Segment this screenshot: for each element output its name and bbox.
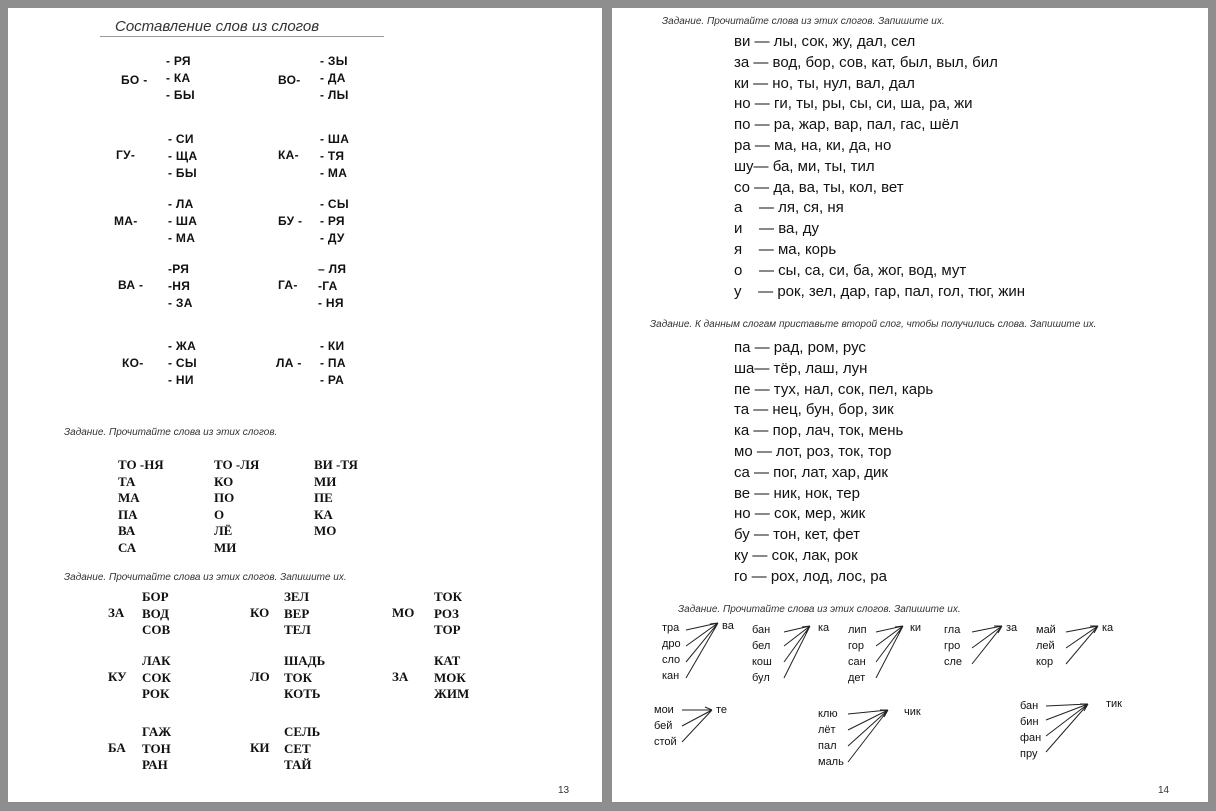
syllable: пал (818, 740, 837, 752)
syllable: -НЯ (168, 279, 191, 293)
group-head: ЗА (392, 669, 409, 684)
syllable: клю (818, 708, 838, 720)
block-base: ВО- (278, 73, 301, 87)
group-syllables (434, 653, 469, 703)
syllable: сле (944, 656, 963, 668)
fan-right-syllable: ки (910, 622, 921, 634)
syllable: СОК (142, 669, 171, 685)
title-underline (100, 36, 384, 37)
syllable: стой (654, 736, 677, 748)
syllable: МИ (314, 473, 337, 489)
syllable: СЕТ (284, 740, 311, 756)
fan-right-syllable: ка (1102, 622, 1114, 634)
syllable: - ША (168, 214, 198, 228)
list-item: ка — пор, лач, ток, мень (734, 422, 904, 440)
syllable: сло (662, 654, 681, 666)
fan-right-syllable: тик (1106, 698, 1122, 710)
list-item: но — сок, мер, жик (734, 505, 866, 523)
syllable: ТОН (142, 740, 171, 756)
list-item: па — рад, ром, рус (734, 339, 866, 356)
syllable: ТО -НЯ (118, 457, 164, 472)
syllable: СОВ (142, 622, 171, 637)
group-head: КО (250, 605, 270, 620)
syllable: бан (1020, 700, 1039, 712)
syllable: - БЫ (166, 88, 195, 102)
group-head: ЛО (250, 669, 270, 684)
syllable: -ГА (318, 279, 338, 293)
block-syllables (168, 338, 197, 389)
syllable: ЛЁ (214, 523, 233, 538)
fan-right-syllable: за (1006, 622, 1018, 634)
block-syllables (320, 53, 349, 104)
task-instruction: Задание. Прочитайте слова из этих слогов. Запишите их. (64, 572, 347, 583)
block-base: КА- (278, 148, 299, 162)
group-head: МО (392, 605, 415, 620)
syllable: - ЛА (168, 197, 194, 211)
syllable: СА (118, 539, 137, 555)
syllable: БОР (142, 589, 169, 604)
fan-right-syllable: ка (818, 622, 830, 634)
syllable: – ЛЯ (318, 262, 347, 276)
task-instruction: Задание. Прочитайте слова из этих слогов. Запишите их. (662, 16, 945, 27)
list-item: за — вод, бор, сов, кат, был, выл, бил (734, 53, 998, 71)
syllable: дро (662, 638, 681, 650)
syllable: - ЗЫ (320, 54, 348, 68)
fan-left-syllables (818, 706, 844, 770)
syllable: - ЖА (168, 339, 197, 353)
page-14 (612, 8, 1208, 802)
syllable: бул (752, 672, 770, 684)
fan-left-syllables (662, 620, 681, 684)
syllable: - ТЯ (320, 149, 345, 163)
syllable: - КИ (320, 339, 345, 353)
list-item: по — ра, жар, вар, пал, гас, шёл (734, 116, 959, 134)
group-syllables (142, 589, 170, 639)
syllable: кан (662, 670, 680, 682)
page-13 (8, 8, 602, 802)
syllable: маль (818, 756, 844, 768)
syllable: бин (1020, 716, 1039, 728)
syllable: тра (662, 622, 680, 634)
list-item: со — да, ва, ты, кол, вет (734, 178, 904, 196)
syllable: гро (944, 640, 961, 652)
syllable: - РЯ (166, 54, 191, 68)
syllable: лей (1036, 640, 1055, 652)
list-item: та — нец, бун, бор, зик (734, 401, 894, 419)
block-base: ГА- (278, 278, 298, 292)
syllable: - НИ (168, 373, 194, 387)
syllable: ТОК (434, 589, 463, 604)
syllable: лёт (818, 724, 836, 736)
block-base: ЛА - (276, 356, 302, 370)
syllable: РОЗ (434, 605, 459, 621)
syllable: МО (314, 523, 337, 538)
block-syllables (168, 131, 197, 182)
syllable: - РА (320, 373, 345, 387)
list-item: ви — лы, сок, жу, дал, сел (734, 33, 916, 50)
syllable: О (214, 506, 225, 522)
block-syllables (168, 261, 193, 312)
list-item: са — пог, лат, хар, дик (734, 463, 888, 481)
syllable: ПЕ (314, 490, 333, 505)
task-instruction: Задание. Прочитайте слова из этих слогов. Запишите их. (678, 604, 961, 615)
block-syllables (320, 338, 346, 389)
syllable: МИ (214, 539, 237, 555)
block-syllables (320, 196, 349, 247)
syllable: РОК (142, 686, 170, 701)
list-item: и — ва, ду (734, 220, 819, 238)
group-head: КУ (108, 669, 127, 684)
reading-column (314, 457, 358, 540)
block-base: МА- (114, 214, 138, 228)
syllable: кош (752, 656, 772, 668)
syllable: ЗЕЛ (284, 589, 310, 604)
block-base: ВА - (118, 278, 144, 292)
syllable: ТО -ЛЯ (214, 457, 260, 472)
fan-left-syllables (944, 622, 962, 670)
syllable: КАТ (434, 653, 461, 668)
reading-column (214, 457, 259, 556)
syllable: ТОК (284, 669, 313, 685)
fan-left-syllables (1020, 698, 1041, 762)
fan-left-syllables (654, 702, 677, 750)
syllable: КА (314, 506, 333, 522)
syllable: ВА (118, 523, 136, 538)
syllable: ПА (118, 506, 138, 522)
block-syllables (166, 53, 195, 104)
syllable: - НЯ (318, 296, 344, 310)
syllable: ВОД (142, 605, 170, 621)
block-syllables (318, 261, 346, 312)
fan-left-syllables (1036, 622, 1056, 670)
group-syllables (434, 589, 462, 639)
syllable: - КА (166, 71, 191, 85)
syllable: - ЩА (168, 149, 198, 163)
syllable: лип (848, 624, 867, 636)
block-base: КО- (122, 356, 144, 370)
syllable: СЕЛЬ (284, 724, 321, 739)
list-item: бу — тон, кет, фет (734, 526, 860, 544)
block-base: БО - (121, 73, 148, 87)
syllable: ТОР (434, 622, 461, 637)
fan-right-syllable: ва (722, 620, 734, 632)
page-number: 13 (558, 785, 570, 796)
syllable: - ДУ (320, 231, 345, 245)
list-item: я — ма, корь (734, 240, 837, 258)
group-syllables (284, 724, 320, 774)
list-item: а — ля, ся, ня (734, 199, 844, 217)
syllable: -РЯ (168, 262, 190, 276)
syllable: КОТЬ (284, 686, 321, 701)
list-item: но — ги, ты, ры, сы, си, ша, ра, жи (734, 95, 973, 113)
task-instruction: Задание. К данным слогам приставьте второй слог, чтобы получились слова. Запишите их. (650, 319, 1097, 330)
fan-left-syllables (752, 622, 772, 686)
syllable: - МА (168, 231, 196, 245)
syllable: пру (1020, 748, 1038, 760)
fan-arrows (612, 8, 1208, 802)
syllable: бел (752, 640, 771, 652)
reading-column (118, 457, 164, 556)
group-head: ЗА (108, 605, 125, 620)
syllable: кор (1036, 656, 1054, 668)
block-base: ГУ- (116, 148, 136, 162)
list-item: у — рок, зел, дар, гар, пал, гол, тюг, жин (734, 282, 1026, 300)
syllable: май (1036, 624, 1056, 636)
syllable: мои (654, 704, 674, 716)
syllable: КО (214, 473, 234, 489)
syllable: фан (1020, 732, 1042, 744)
syllable: - БЫ (168, 166, 197, 180)
group-head: БА (108, 740, 126, 755)
syllable: - СЫ (320, 197, 349, 211)
syllable: ГАЖ (142, 724, 172, 739)
syllable: ШАДЬ (284, 653, 326, 668)
syllable: - МА (320, 166, 348, 180)
list-item: ша— тёр, лаш, лун (734, 359, 868, 377)
syllable: - ЗА (168, 296, 193, 310)
group-head: КИ (250, 740, 270, 755)
list-item: мо — лот, роз, ток, тор (734, 442, 892, 460)
syllable: - ЛЫ (320, 88, 349, 102)
list-item: ве — ник, нок, тер (734, 484, 860, 502)
syllable: РАН (142, 757, 168, 772)
list-item: пе — тух, нал, сок, пел, карь (734, 380, 934, 398)
list-item: ра — ма, на, ки, да, но (734, 136, 892, 154)
page-title: Составление слов из слогов (115, 18, 320, 35)
syllable: МОК (434, 669, 466, 685)
block-syllables (168, 196, 197, 247)
syllable: гла (944, 624, 961, 636)
syllable: - ДА (320, 71, 346, 85)
syllable: бей (654, 720, 673, 732)
fan-right-syllable: чик (904, 706, 921, 718)
syllable: - РЯ (320, 214, 345, 228)
list-item: шу— ба, ми, ты, тил (734, 157, 875, 175)
list-item: о — сы, са, си, ба, жог, вод, мут (734, 261, 967, 279)
fan-right-syllable: те (716, 704, 728, 716)
list-item: ку — сок, лак, рок (734, 546, 858, 564)
syllable: - ПА (320, 356, 346, 370)
syllable: дет (848, 672, 866, 684)
syllable: ПО (214, 490, 235, 505)
group-syllables (284, 653, 325, 703)
group-syllables (142, 653, 171, 703)
syllable: ЖИМ (434, 686, 470, 701)
page-number: 14 (1158, 785, 1170, 796)
syllable: - ША (320, 132, 350, 146)
task-instruction: Задание. Прочитайте слова из этих слогов. (64, 427, 278, 438)
syllable: ЛАК (142, 653, 171, 668)
group-syllables (142, 724, 171, 774)
list-item: го — рох, лод, лос, ра (734, 567, 887, 585)
syllable: ТАЙ (284, 757, 312, 772)
block-base: БУ - (278, 214, 303, 228)
syllable: ВИ -ТЯ (314, 457, 358, 472)
syllable: ТЕЛ (284, 622, 311, 637)
syllable: ТА (118, 473, 136, 489)
fan-left-syllables (848, 622, 867, 686)
list-item: ки — но, ты, нул, вал, дал (734, 74, 915, 92)
group-syllables (284, 589, 311, 639)
syllable: - СИ (168, 132, 194, 146)
syllable: ВЕР (284, 605, 310, 621)
block-syllables (320, 131, 349, 182)
syllable: сан (848, 656, 866, 668)
syllable: МА (118, 490, 140, 505)
syllable: - СЫ (168, 356, 197, 370)
syllable: гор (848, 640, 865, 652)
syllable: бан (752, 624, 771, 636)
